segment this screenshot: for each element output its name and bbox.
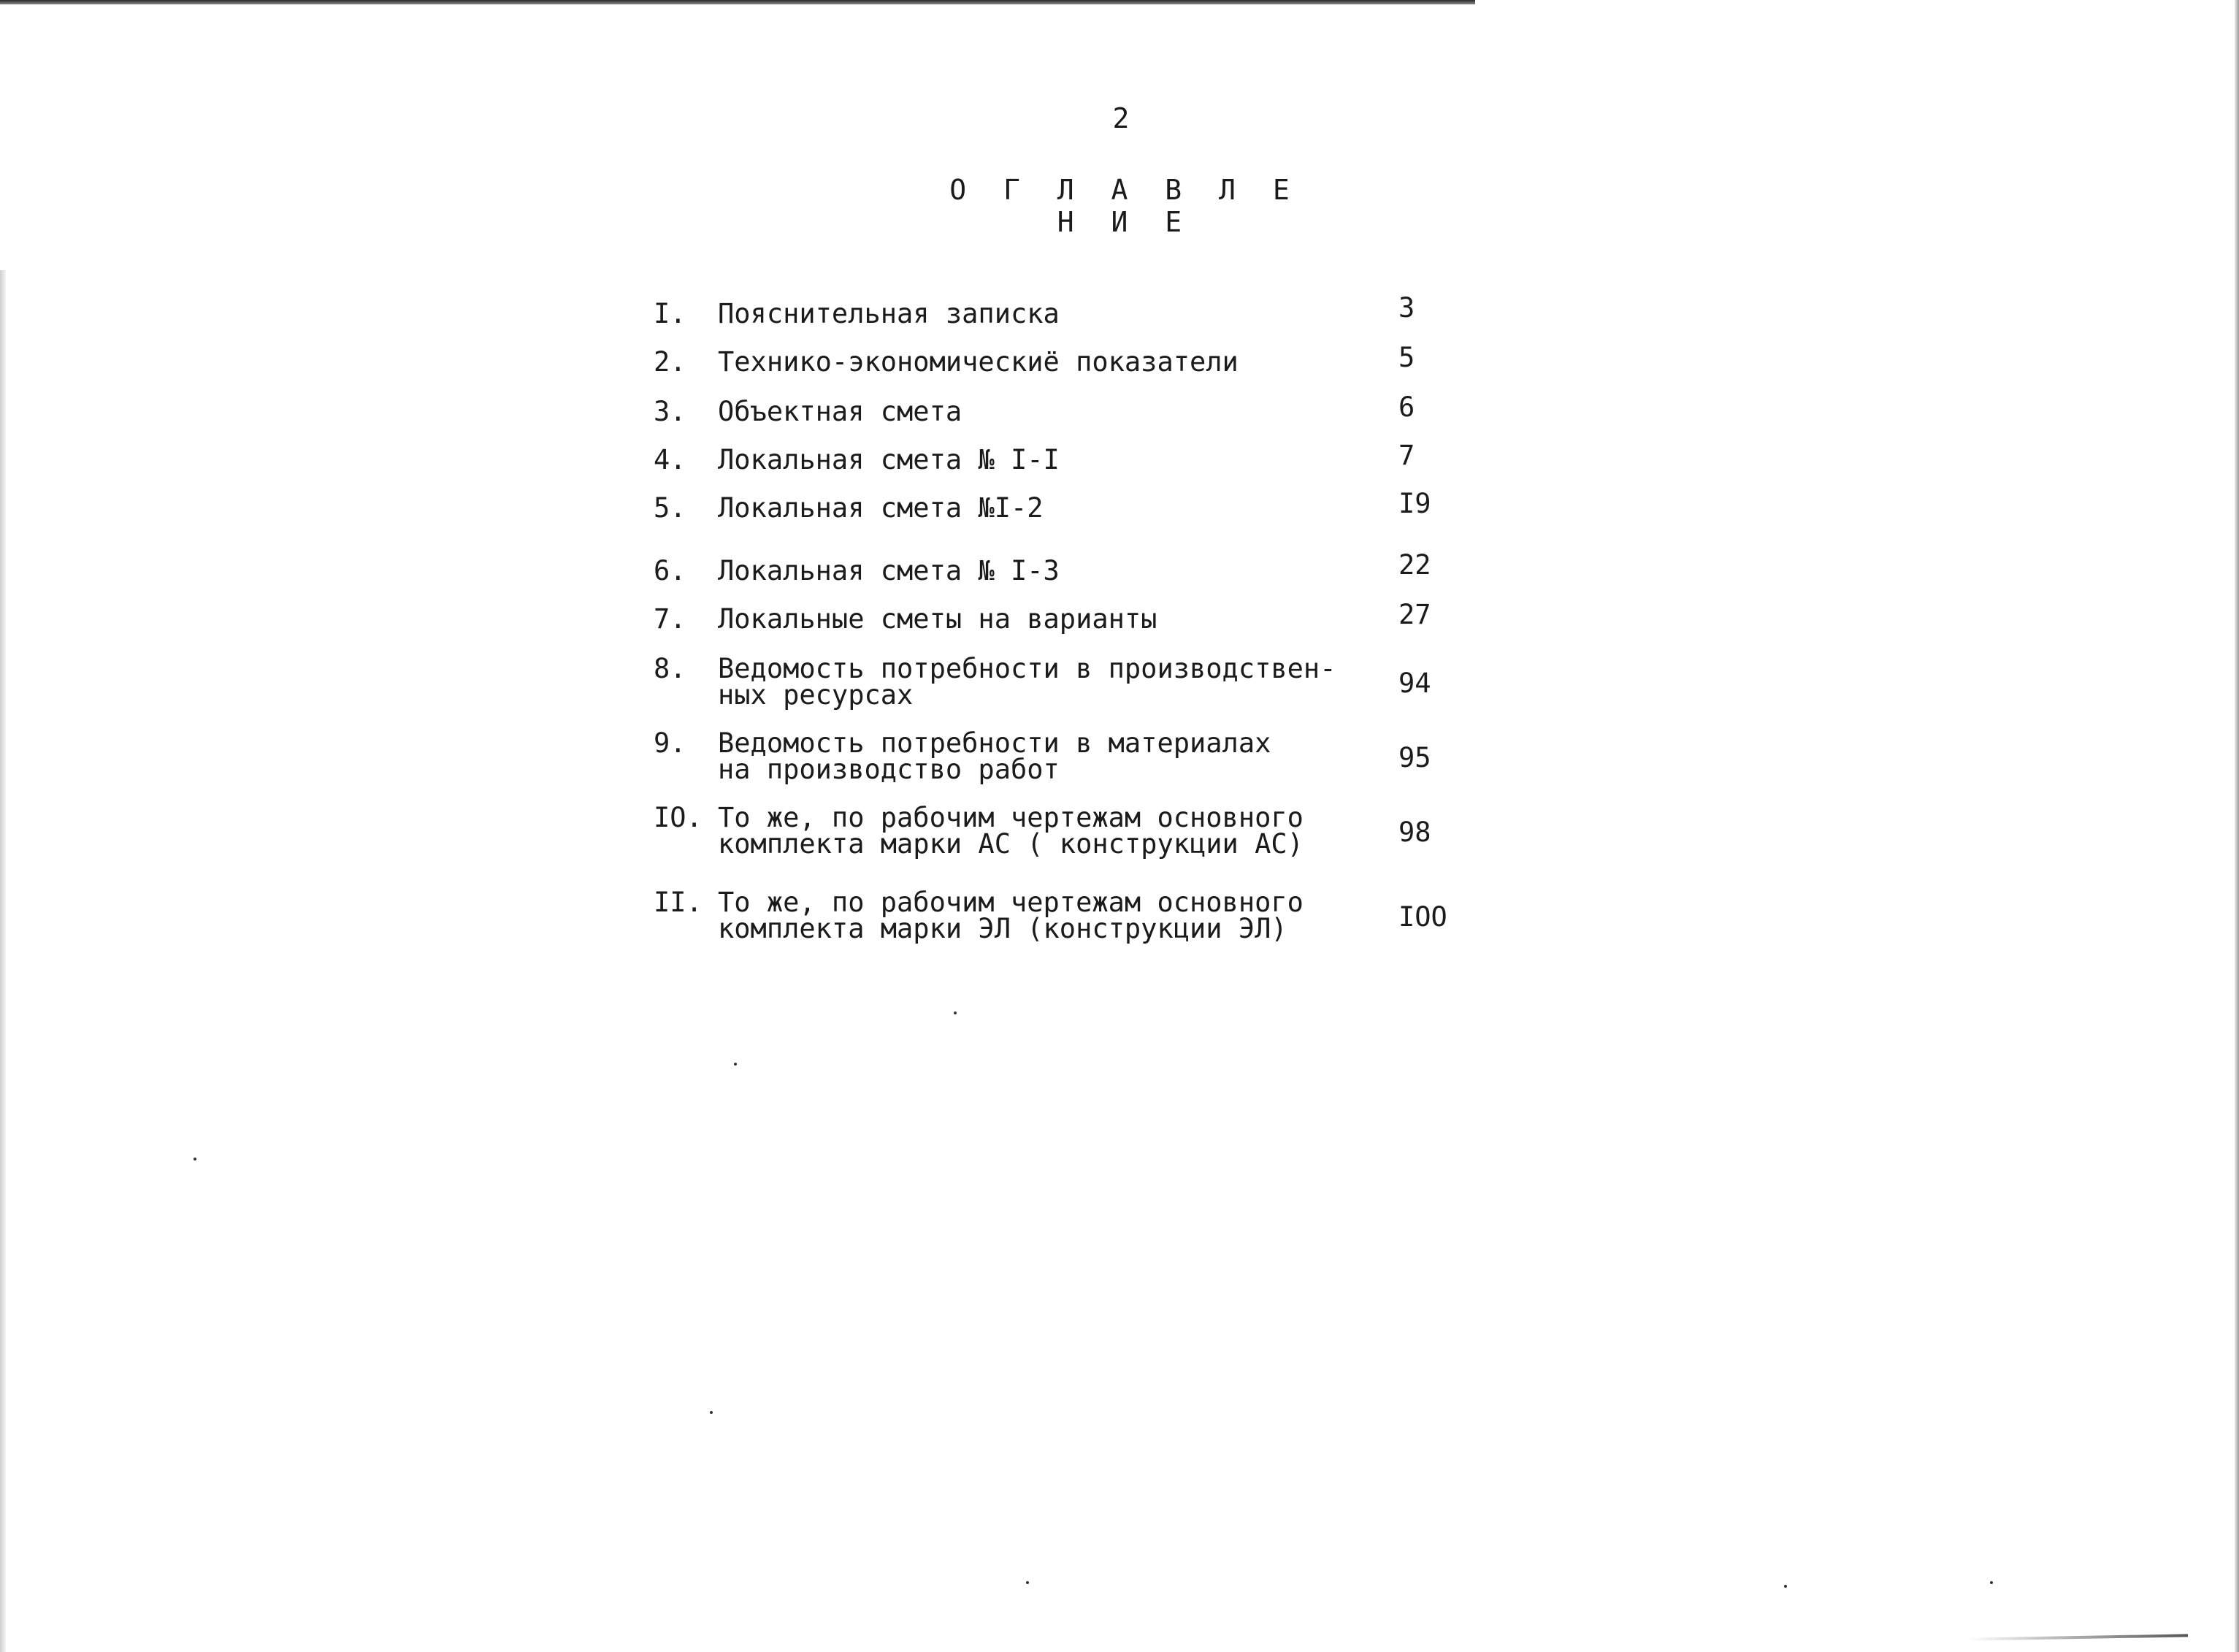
toc-item-page: IOO [1398, 901, 1447, 933]
toc-item-page: 94 [1398, 668, 1431, 699]
toc-item-page: 5 [1398, 342, 1415, 373]
scan-speck [1990, 1581, 1993, 1584]
toc-item-number: 6. [654, 555, 686, 586]
toc-item-number: 4. [654, 444, 686, 475]
page-number: 2 [1112, 102, 1130, 134]
toc-item-title: Локальные сметы на варианты [718, 603, 1157, 635]
toc-item-number: II. [654, 887, 703, 918]
toc-item-number: 3. [654, 396, 686, 427]
toc-item-title: Локальная смета №I-2 [718, 492, 1044, 524]
toc-item-page: 98 [1398, 817, 1431, 848]
toc-item-title: Локальная смета № I-3 [718, 555, 1060, 586]
toc-item-page: 22 [1398, 549, 1431, 581]
toc-item-number: 2. [654, 346, 686, 378]
toc-item-page: I9 [1398, 488, 1431, 519]
scan-speck [710, 1411, 713, 1414]
scan-edge-top [0, 0, 1475, 4]
toc-item-number: I. [654, 298, 686, 329]
toc-item-title: Технико-экономическиё показатели [718, 346, 1239, 378]
scan-speck [734, 1063, 737, 1066]
toc-item-title: Ведомость потребности в материалах на производство работ [718, 727, 1271, 785]
toc-item-number: 5. [654, 492, 686, 524]
scan-speck [194, 1158, 196, 1160]
toc-item-title: Объектная смета [718, 396, 962, 427]
toc-item-page: 7 [1398, 440, 1415, 471]
toc-item-page: 95 [1398, 742, 1431, 773]
toc-item-page: 27 [1398, 599, 1431, 630]
toc-item-page: 6 [1398, 391, 1415, 423]
toc-item-number: 7. [654, 603, 686, 635]
scan-speck [954, 1012, 957, 1014]
scan-edge-right [2235, 0, 2239, 1652]
toc-item-number: IO. [654, 802, 703, 833]
toc-item-title: То же, по рабочим чертежам основного комплекта марки ЭЛ (конструкции ЭЛ) [718, 887, 1304, 944]
toc-item-title: То же, по рабочим чертежам основного комплекта марки АС ( конструкции АС) [718, 802, 1304, 860]
scan-edge-left [0, 270, 6, 1652]
toc-item-number: 8. [654, 653, 686, 684]
toc-item-title: Локальная смета № I-I [718, 444, 1060, 475]
scan-edge-bottom [1969, 1634, 2188, 1640]
scan-speck [1784, 1585, 1787, 1588]
toc-item-title: Ведомость потребности в производствен- ных ресурсах [718, 653, 1336, 711]
toc-item-page: 3 [1398, 292, 1415, 324]
toc-item-title: Пояснительная записка [718, 298, 1060, 329]
toc-item-number: 9. [654, 727, 686, 759]
scan-speck [1026, 1581, 1029, 1584]
page-title: О Г Л А В Л Е Н И Е [949, 174, 1300, 238]
